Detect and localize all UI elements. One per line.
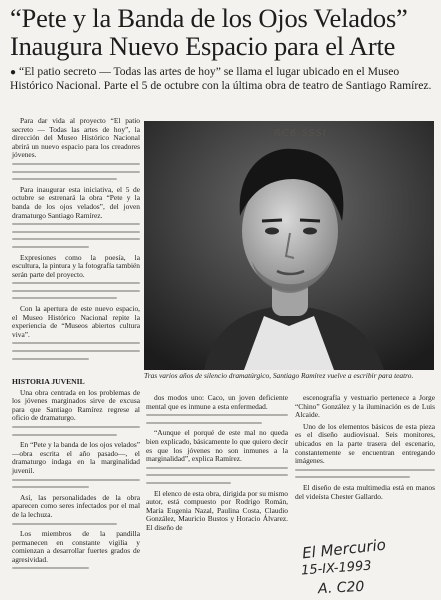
text-column-2	[146, 394, 288, 536]
portrait-photo	[144, 121, 434, 370]
column-paragraph: Para dar vida al proyecto “El patio secreto — Todas las artes de hoy”, la dirección del Museo Histórico Nacional abrirá un nuevo espacio para los creadores jóvenes.	[12, 116, 140, 160]
column-paragraph: El diseño de esta multimedia está en manos del videísta Chester Gallardo.	[295, 482, 435, 501]
column-paragraph: Así, las personalidades de la obra aparecen como seres infectados por el mal de la lechuza.	[12, 492, 140, 519]
section-subheading: HISTORIA JUVENIL	[12, 377, 85, 386]
column-paragraph: En “Pete y la banda de los ojos velados” —obra escrita el año pasado—, el dramaturgo indaga en la marginalidad juvenil.	[12, 440, 140, 475]
column-paragraph: Uno de los elementos básicos de esta pieza es el diseño audiovisual. Seis monitores, ubicados en la parte trasera del escenario, constantemente se encuentran entregando imágenes.	[295, 421, 435, 466]
article-lede	[10, 65, 435, 93]
column-paragraph: dos modos uno: Caco, un joven deficiente mental que es inmune a esta enfermedad.	[146, 393, 288, 411]
photo-caption: Tras varios años de silencio dramatúrgico, Santiago Ramírez vuelve a escribir para teatro.	[144, 371, 414, 380]
column-paragraph: Una obra centrada en los problemas de los jóvenes marginados sirve de excusa para que Santiago Ramírez regrese al oficio de dramaturgo.	[12, 387, 140, 423]
text-column-1	[12, 117, 140, 365]
handwritten-page: A. C20	[317, 578, 365, 598]
handwritten-source: El Mercurio	[301, 535, 387, 563]
text-column-1-cont	[12, 376, 140, 575]
column-paragraph: “Aunque el porqué de este mal no queda bien explicado, básicamente lo que quiero decir es que los jóvenes no son inmunes a la marginalidad”, explica Ramírez.	[146, 428, 288, 464]
article-headline: “Pete y la Banda de los Ojos Velados” Inaugura Nuevo Espacio para el Arte	[10, 3, 408, 61]
text-column-3	[295, 394, 435, 504]
column-paragraph: Para inaugurar esta iniciativa, el 5 de octubre se estrenará la obra “Pete y la banda de los ojos velados”, del joven dramaturgo Santiago Ramírez.	[12, 184, 140, 220]
column-paragraph: escenografía y vestuario pertenece a Jorge “Chino” González y la iluminación es de Luis Alcaide.	[295, 393, 435, 420]
lede-text: “El patio secreto — Todas las artes de hoy” se llama el lugar ubicado en el Museo Histórico Nacional. Parte el 5 de octubre con la última obra de teatro de Santiago Ramírez.	[10, 65, 432, 93]
column-paragraph: Con la apertura de este nuevo espacio, el Museo Histórico Nacional repite la experiencia de “Museos abiertos cultura viva”.	[12, 304, 140, 339]
lede-bullet: ●	[10, 67, 17, 78]
column-paragraph: Expresiones como la poesía, la escultura, la pintura y la fotografía también serán parte del proyecto.	[12, 252, 140, 279]
column-paragraph: El elenco de esta obra, dirigida por su mismo autor, está compuesto por Rodrigo Román, María Eugenia Nazal, Paulina Costa, Claudio González, Mauricio Bustos y Horacio Álvarez. El diseño de	[146, 488, 288, 532]
handwritten-date: 15-IX-1993	[300, 558, 372, 579]
portrait-image	[144, 121, 434, 370]
column-paragraph: Los miembros de la pandilla permanecen en constante vigilia y comienzan a desarrollar fuertes grados de agresividad.	[12, 529, 140, 564]
archive-stamp: RC6 SSSI	[274, 128, 327, 139]
